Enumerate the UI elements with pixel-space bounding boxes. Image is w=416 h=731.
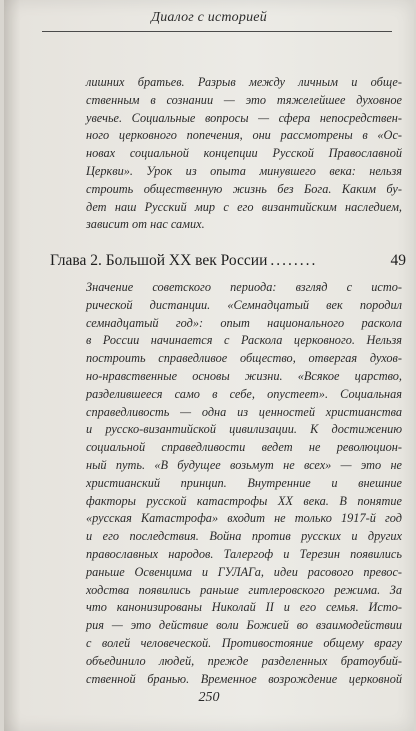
chapter-title: Глава 2. Большой XX век России xyxy=(50,252,268,269)
text-line: построить справедливое общество, отвергая духов- xyxy=(86,351,402,366)
text-line: рия — это действие воли Божией во взаимодействии xyxy=(86,618,402,633)
text-line: и его последствия. Война против русских и других xyxy=(86,529,402,544)
chapter-summary xyxy=(86,279,402,688)
text-line: но-нравственные основы жизни. «Всякое царство, xyxy=(86,368,402,383)
text-line: справедливость — одна из ценностей христианства xyxy=(86,404,402,419)
text-line: новах социальной концепции Русской Православной xyxy=(86,146,402,161)
toc-chapter-entry[interactable] xyxy=(50,252,406,270)
text-line: факторы русской катастрофы XX века. В понятие xyxy=(86,493,402,508)
text-line: Церкви». Урок из опыта минувшего века: нельзя xyxy=(86,163,402,178)
text-line: ный путь. «В будущее возьмут не всех» — это не xyxy=(86,457,402,472)
text-line: лишних братьев. Разрыв между личным и обще- xyxy=(86,75,402,89)
text-line: семнадцатый год»: опыт национального раскола xyxy=(86,315,402,330)
text-line: и русско-византийской цивилизации. К достижению xyxy=(86,422,402,437)
text-line: объединило людей, прежде разделенных братоубий- xyxy=(86,653,402,668)
text-line: ходства появились раньше гитлеровского режима. За xyxy=(86,582,402,597)
leader-dots: ........ xyxy=(270,252,318,269)
text-line: ного церковного попечения, они рассмотрены в «Ос- xyxy=(86,128,402,143)
text-line: Значение советского периода: взгляд с исто- xyxy=(86,280,402,294)
header-rule xyxy=(42,31,392,32)
text-line: строить общественную жизнь без Бога. Каким бу- xyxy=(86,181,402,196)
text-line: увечье. Социальные вопросы — сфера непосредствен- xyxy=(86,110,402,125)
text-line: социальной справедливости ведет не революцион- xyxy=(86,440,402,455)
text-line: в России начинается с Раскола церковного. Нельзя xyxy=(86,333,402,348)
running-head: Диалог с историей xyxy=(151,10,267,25)
text-line: что канонизированы Николай II и его семья. Исто- xyxy=(86,600,402,615)
text-line: христианский принцип. Внутренние и внешние xyxy=(86,475,402,490)
page-number: 250 xyxy=(198,690,220,705)
text-line: ственным в сознании — это тяжелейшее духовное xyxy=(86,92,402,107)
text-line: с волей человеческой. Противостояние общему врагу xyxy=(86,635,402,650)
text-line: зависит от нас самих. xyxy=(86,217,205,232)
text-line: ственной бранью. Временное возрождение церковной xyxy=(86,671,402,686)
text-line: разделившееся само в себе, опустеет». Социальная xyxy=(86,386,402,401)
text-line: православных народов. Талергоф и Терезин появились xyxy=(86,546,402,561)
text-line: рической дистанции. «Семнадцатый век породил xyxy=(86,297,402,312)
text-line: дет наш Русский мир с его византийским наследием, xyxy=(86,199,402,214)
chapter-page-number: 49 xyxy=(390,252,406,269)
paragraph-continuation xyxy=(86,74,402,234)
book-page xyxy=(4,0,414,731)
text-line: «русская Катастрофа» входит не только 1917-й год xyxy=(86,511,402,526)
text-line: раньше Освенцима и ГУЛАГа, идеи расового превос- xyxy=(86,564,402,579)
